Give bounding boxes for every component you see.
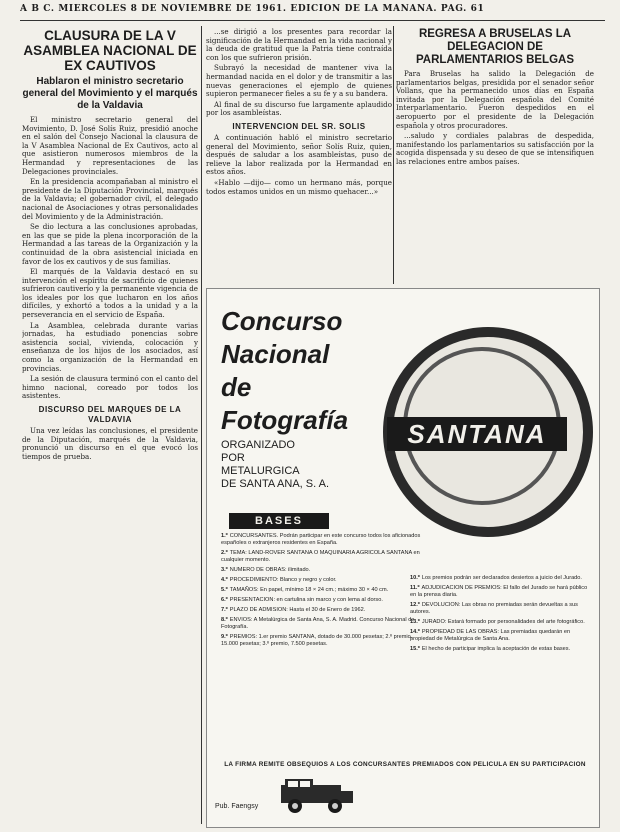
- paragraph: El ministro secretario general del Movimiento, D. José Solís Ruiz, presidió anoche en el salón del Consejo Nacional la clausura de la V Asamblea Nacional de Ex Cautivos, acto al que asistieron numerosos miembros de la Hermandad y representaciones de las Delegaciones provinciales.: [22, 115, 198, 176]
- page-header: A B C. MIERCOLES 8 DE NOVIEMBRE DE 1961. EDICION DE LA MAÑANA. PAG. 61: [20, 4, 485, 14]
- paragraph: ...se dirigió a los presentes para recordar la significación de la Hermandad en la vida nacional y la deuda de gratitud que la Patria tiene contraída con los que sufrieron prisión.: [206, 28, 392, 62]
- rule-number: 5.º: [221, 587, 228, 593]
- rule-text: PRESENTACION: en cartulina sin marco y con lema al dorso.: [229, 597, 383, 603]
- article-left: [22, 28, 198, 823]
- rule-number: 4.º: [221, 577, 228, 583]
- section-heading: DISCURSO DEL MARQUES DE LA VALDAVIA: [38, 405, 182, 424]
- rule-item: [221, 587, 426, 594]
- rule-item: [221, 607, 426, 614]
- article-middle: [206, 28, 392, 288]
- rule-text: NUMERO DE OBRAS: ilimitado.: [229, 567, 311, 573]
- paragraph: Subrayó la necesidad de mantener viva la hermandad nacida en el dolor y de transmitir a las nuevas generaciones el ejemplo de quienes supieron permanecer fieles a su fe y a su bandera.: [206, 63, 392, 99]
- column-divider-left: [201, 26, 202, 824]
- rules-list-left: [221, 533, 426, 651]
- rule-number: 7.º: [221, 607, 228, 613]
- rule-number: 2.º: [221, 550, 228, 556]
- paragraph: Se dio lectura a las conclusiones aprobadas, en las que se pide la plena incorporación de la Hermandad a las tareas de la Organización y la continuidad de la obra asistencial iniciada en favor de los ex cautivos y de sus familias.: [22, 222, 198, 266]
- paragraph: Al final de su discurso fue largamente aplaudido por los asambleístas.: [206, 99, 392, 118]
- paragraph: El marqués de la Valdavia destacó en su intervención el espíritu de sacrificio de quienes sufrieron cautiverio y la permanente vigencia de los ideales por los que lucharon en los años difíciles, y exhortó a todos a la unidad y a la perseverancia en el servicio de España.: [22, 267, 198, 320]
- rule-item: [410, 585, 592, 599]
- rule-number: 1.º: [221, 533, 228, 539]
- rule-text: PROCEDIMIENTO: Blanco y negro y color.: [229, 577, 337, 583]
- rule-item: [410, 575, 592, 582]
- ad-title-line: de: [221, 372, 252, 402]
- land-rover-icon: [277, 775, 357, 815]
- rule-number: 12.º: [410, 602, 420, 608]
- rule-number: 9.º: [221, 634, 228, 640]
- rule-item: [410, 619, 592, 626]
- rule-text: CONCURSANTES. Podrán participar en este concurso todos los aficionados españoles o extranjeros residentes en España.: [221, 533, 421, 546]
- rule-text: PREMIOS: 1.er premio SANTANA, dotado de 30.000 pesetas; 2.º premio, 15.000 pesetas; 3.º premio, 7.500 pesetas.: [221, 634, 413, 647]
- rule-item: [221, 533, 426, 547]
- rule-text: PROPIEDAD DE LAS OBRAS: Las premiadas quedarán en propiedad de Metalúrgica de Santa Ana.: [410, 629, 571, 642]
- ad-credit: Pub. Faengsy: [215, 803, 259, 810]
- rule-number: 14.º: [410, 629, 420, 635]
- rule-text: DEVOLUCION: Las obras no premiadas serán devueltas a sus autores.: [410, 602, 578, 615]
- ad-title: [221, 305, 348, 437]
- rule-item: [221, 550, 426, 564]
- ad-title-line: Fotografía: [221, 405, 349, 435]
- paragraph: La sesión de clausura terminó con el canto del himno nacional, coreado por todos los asistentes.: [22, 374, 198, 401]
- rule-item: [221, 577, 426, 584]
- rule-item: [410, 602, 592, 616]
- ad-notice: LA FIRMA REMITE OBSEQUIOS A LOS CONCURSANTES PREMIADOS CON PELICULA EN SU PARTICIPACION: [224, 761, 586, 768]
- paragraph: A continuación habló el ministro secretario general del Movimiento, señor Solís Ruiz, quien, después de saludar a los asambleístas, puso de relieve la labor realizada por la Hermandad en estos años.: [206, 132, 392, 177]
- ad-title-line: Nacional: [221, 339, 330, 369]
- rule-number: 3.º: [221, 567, 228, 573]
- rule-number: 13.º: [410, 619, 420, 625]
- brand-logo: SANTANA: [387, 417, 567, 451]
- advertisement: [206, 288, 600, 828]
- rule-text: TEMA: LAND-ROVER SANTANA O MAQUINARIA AGRICOLA SANTANA en cualquier momento.: [221, 550, 420, 563]
- article-subhead: Hablaron el ministro secretario general del Movimiento y el marqués de la Valdavia: [22, 76, 198, 111]
- paragraph: Para Bruselas ha salido la Delegación de parlamentarios belgas, presidida por el senador señor Vollans, que ha permanecido unos días en España invitada por la Delegación española del Comité Interparlamentario. Fueron despedidos en el aeropuerto por el presidente de la Delegación española y otros procuradores.: [396, 69, 594, 130]
- rule-number: 10.º: [410, 575, 420, 581]
- rule-item: [221, 634, 426, 648]
- paragraph: ...saludo y cordiales palabras de despedida, manifestando los parlamentarios su satisfacción por la acogida dispensada y su deseo de que se intensifiquen las relaciones entre ambos países.: [396, 131, 594, 166]
- paragraph: En la presidencia acompañaban al ministro el presidente de la Diputación Provincial, marqués de la Valdavia; el gobernador civil, el delegado nacional de Asociaciones y otras personalidades del Movimiento y de la Administración.: [22, 177, 198, 221]
- paragraph: «Hablo —dijo— como un hermano más, porque todos estamos unidos en un mismo quehacer...»: [206, 177, 392, 196]
- section-heading: INTERVENCION DEL SR. SOLIS: [232, 121, 366, 131]
- paragraph: La Asamblea, celebrada durante varias jornadas, ha estudiado ponencias sobre asistencia social, vivienda, colocación y enseñanza de los hijos de los asociados, así como la organización de la Hermandad en provincias.: [22, 320, 198, 373]
- rule-text: TAMAÑOS: En papel, mínimo 18 × 24 cm.; máximo 30 × 40 cm.: [229, 587, 389, 593]
- rule-text: PLAZO DE ADMISION: Hasta el 30 de Enero de 1962.: [229, 607, 366, 613]
- rule-item: [221, 567, 426, 574]
- rule-item: [410, 629, 592, 643]
- ad-organizer-line: ORGANIZADO: [221, 439, 295, 451]
- rule-number: 15.º: [410, 646, 420, 652]
- column-divider-right: [393, 26, 394, 284]
- paragraph: Una vez leídas las conclusiones, el presidente de la Diputación, marqués de la Valdavia, pronunció un discurso en el que evocó los tiempos de prueba.: [22, 426, 198, 461]
- rule-text: El hecho de participar implica la aceptación de estas bases.: [421, 646, 571, 652]
- rule-text: JURADO: Estará formado por personalidades del arte fotográfico.: [421, 619, 585, 625]
- ad-organizer-line: POR: [221, 452, 245, 464]
- ad-organizer: [221, 439, 329, 491]
- rule-number: 6.º: [221, 597, 228, 603]
- rule-text: Los premios podrán ser declarados desiertos a juicio del Jurado.: [421, 575, 582, 581]
- rule-item: [221, 617, 426, 631]
- ad-organizer-line: METALURGICA: [221, 465, 300, 477]
- article-right: [396, 28, 594, 288]
- article-headline: REGRESA A BRUSELAS LA DELEGACION DE PARLAMENTARIOS BELGAS: [415, 28, 575, 66]
- article-headline: CLAUSURA DE LA V ASAMBLEA NACIONAL DE EX CAUTIVOS: [23, 28, 197, 73]
- rule-text: ENVIOS: A Metalúrgica de Santa Ana, S. A. Madrid. Concurso Nacional de Fotografía.: [221, 617, 415, 630]
- header-rule: [20, 20, 605, 21]
- ad-title-line: Concurso: [221, 306, 343, 336]
- rules-list-right: [410, 575, 592, 656]
- rule-number: 11.º: [410, 585, 420, 591]
- ad-organizer-line: DE SANTA ANA, S. A.: [221, 478, 330, 490]
- rule-text: ADJUDICACION DE PREMIOS: El fallo del Jurado se hará público en la prensa diaria.: [410, 585, 588, 598]
- bases-label: BASES: [229, 513, 329, 529]
- rule-item: [221, 597, 426, 604]
- rule-item: [410, 646, 592, 653]
- rule-number: 8.º: [221, 617, 228, 623]
